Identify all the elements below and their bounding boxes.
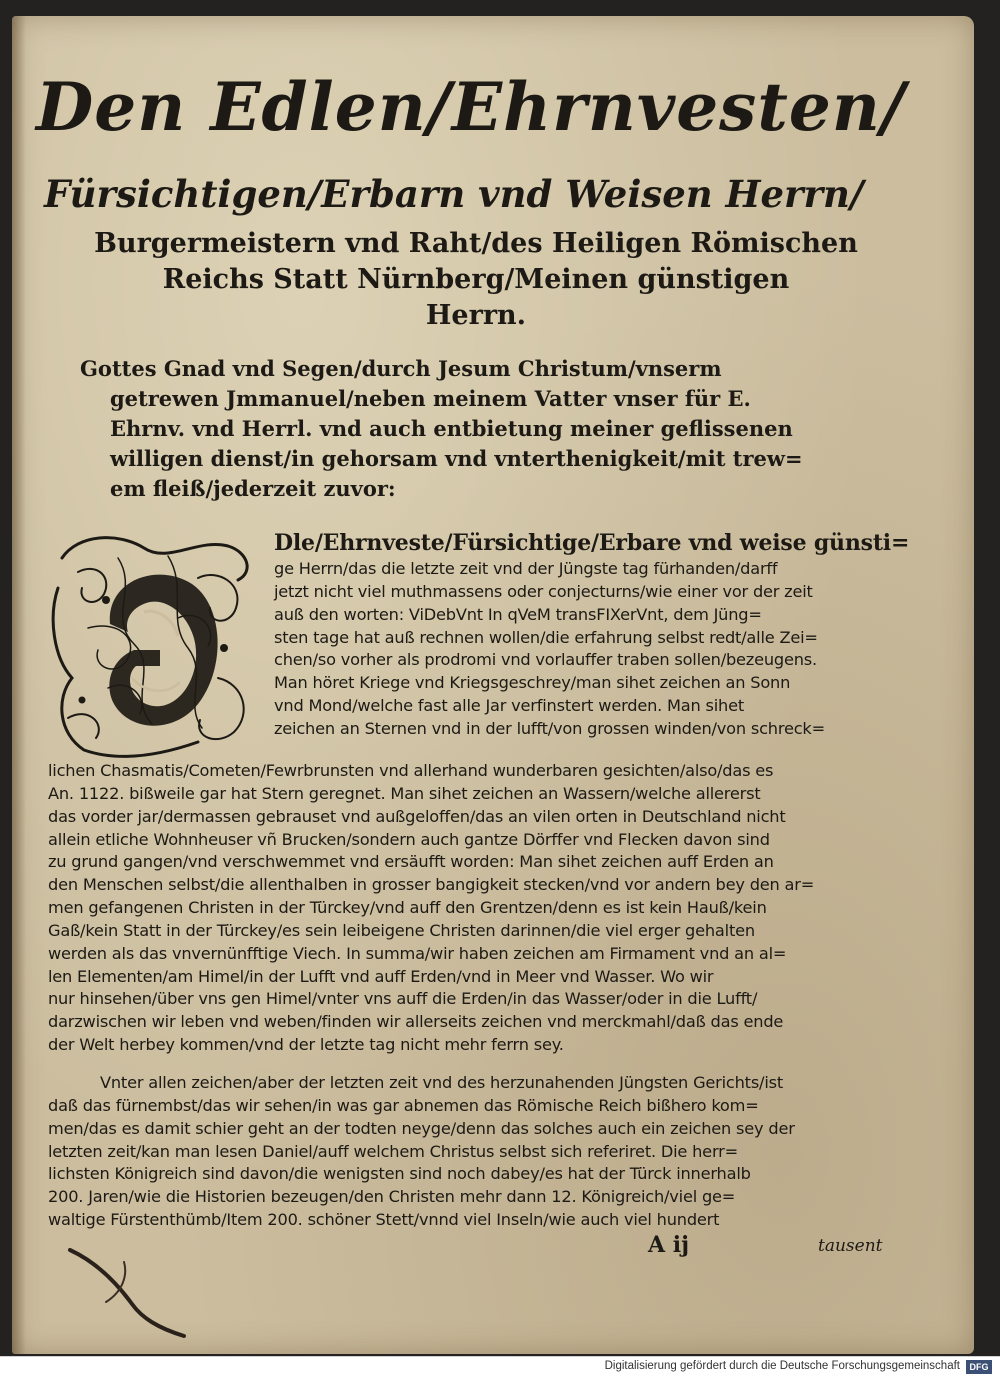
body-line: nur hinsehen/über vns gen Himel/vnter vns auff die Erden/in das Wasser/oder in die Lufft/ [48, 989, 758, 1009]
body-line: waltige Fürstenthümb/Item 200. schöner Stett/vnnd viel Inseln/wie auch viel hundert [48, 1210, 720, 1230]
catchword: tausent [818, 1236, 883, 1256]
body-line: zu grund gangen/vnd verschwemmet vnd ersäufft worden: Man sihet zeichen auff Erden an [48, 852, 774, 872]
body-line: An. 1122. bißweile gar hat Stern geregnet. Man sihet zeichen an Wassern/welche allererst [48, 783, 761, 803]
body-line: chen/so vorher als prodromi vnd vorlauffer traben sollen/bezeugens. [274, 650, 817, 670]
body-line: lichen Chasmatis/Cometen/Fewrbrunsten vnd allerhand wunderbaren gesichten/also/das es [48, 761, 774, 780]
body-line: ge Herrn/das die letzte zeit vnd der Jüngste tag fürhanden/darff [274, 559, 778, 578]
body-line: Gaß/kein Statt in der Türckey/es sein leibeigene Christen darinnen/die viel erger gehalten [48, 920, 755, 940]
body-paragraph-2 [48, 1072, 888, 1232]
heading-line-5: Herrn. [425, 300, 527, 331]
binding-thread-icon [66, 1232, 226, 1346]
body-line: jetzt nicht viel muthmassens oder conjecturns/wie einer vor der zeit [274, 581, 813, 601]
body-line: allein etliche Wohnheuser vñ Brucken/sondern auch gantze Dörffer vnd Flecken davon sind [48, 829, 770, 849]
body-line: auß den worten: ViDebVnt In qVeM transFIXerVnt, dem Jüng= [274, 604, 762, 624]
greeting-paragraph [80, 354, 840, 504]
body-line: den Menschen selbst/die allenthalben in grosser bangigkeit stecken/vnd vor andern bey den ar= [48, 875, 815, 895]
body-line: lichsten Königreich sind davon/die wenigsten sind noch dabey/es hat der Türck innerhalb [48, 1164, 751, 1184]
footer-credit: Digitalisierung gefördert durch die Deutsche Forschungsgemeinschaft [604, 1360, 960, 1372]
heading-line-4: Reichs Statt Nürnberg/Meinen günstigen [162, 264, 790, 295]
body-line: sten tage hat auß rechnen wollen/die erfahrung selbst redt/alle Zei= [274, 627, 818, 647]
body-line: das vorder jar/dermassen gebrauset vnd außgeloffen/das an vilen orten in Deutschland nicht [48, 806, 786, 826]
body-paragraph-1-full-width [48, 760, 888, 1057]
body-line: Vnter allen zeichen/aber der letzten zeit vnd des herzunahenden Jüngsten Gerichts/ist [100, 1073, 783, 1092]
body-line: men gefangenen Christen in der Türckey/vnd auff den Grentzen/denn es ist kein Hauß/kein [48, 898, 767, 918]
body-line: werden als das vnvernünfftige Viech. In summa/wir haben zeichen am Firmament vnd an al= [48, 943, 787, 963]
body-line: daß das fürnembst/das wir sehen/in was gar abnemen das Römische Reich bißhero kom= [48, 1095, 759, 1115]
page-binding-shadow [12, 16, 26, 1354]
dfg-logo: DFG [966, 1360, 992, 1374]
body-line: zeichen an Sternen vnd in der lufft/von grossen winden/von schreck= [274, 718, 825, 738]
decorated-initial-icon [48, 528, 260, 760]
greeting-line: em fleiß/jederzeit zuvor: [110, 476, 396, 501]
signature-mark: A ij [648, 1232, 690, 1258]
heading-address [86, 226, 866, 334]
body-paragraph-1-beside-initial [274, 528, 910, 741]
greeting-line: getrewen Jmmanuel/neben meinem Vatter vnser für E. [110, 386, 751, 411]
heading-line-1: Den Edlen/Ehrnvesten/ [36, 68, 906, 146]
body-line: 200. Jaren/wie die Historien bezeugen/den Christen mehr dann 12. Königreich/viel ge= [48, 1187, 736, 1207]
body-line: letzten zeit/kan man lesen Daniel/auff welchem Christus selbst sich referiret. Die herr= [48, 1141, 738, 1161]
body-line: len Elementen/am Himel/in der Lufft vnd auff Erden/vnd in Meer vnd Wasser. Wo wir [48, 966, 714, 986]
body-line: vnd Mond/welche fast alle Jar verfinstert werden. Man sihet [274, 696, 745, 716]
body-line: Dle/Ehrnveste/Fürsichtige/Erbare vnd weise günsti= [274, 530, 910, 556]
body-line: Man höret Kriege vnd Kriegsgeschrey/man sihet zeichen an Sonn [274, 673, 791, 693]
greeting-line: Gottes Gnad vnd Segen/durch Jesum Christum/vnserm [80, 356, 722, 381]
digitization-footer [0, 1356, 1000, 1378]
body-line: darzwischen wir leben vnd weben/finden wir allerseits zeichen vnd merckmahl/daß das ende [48, 1012, 784, 1032]
body-line: der Welt herbey kommen/vnd der letzte tag nicht mehr ferrn sey. [48, 1035, 564, 1055]
heading-line-3: Burgermeistern vnd Raht/des Heiligen Römischen [94, 228, 858, 259]
heading-line-2: Fürsichtigen/Erbarn vnd Weisen Herrn/ [44, 172, 864, 216]
body-line: men/das es damit schier geht an der todten neyge/denn das solches auch ein zeichen sey der [48, 1118, 795, 1138]
greeting-line: Ehrnv. vnd Herrl. vnd auch entbietung meiner geflissenen [110, 416, 793, 441]
greeting-line: willigen dienst/in gehorsam vnd vnterthenigkeit/mit trew= [110, 446, 803, 471]
